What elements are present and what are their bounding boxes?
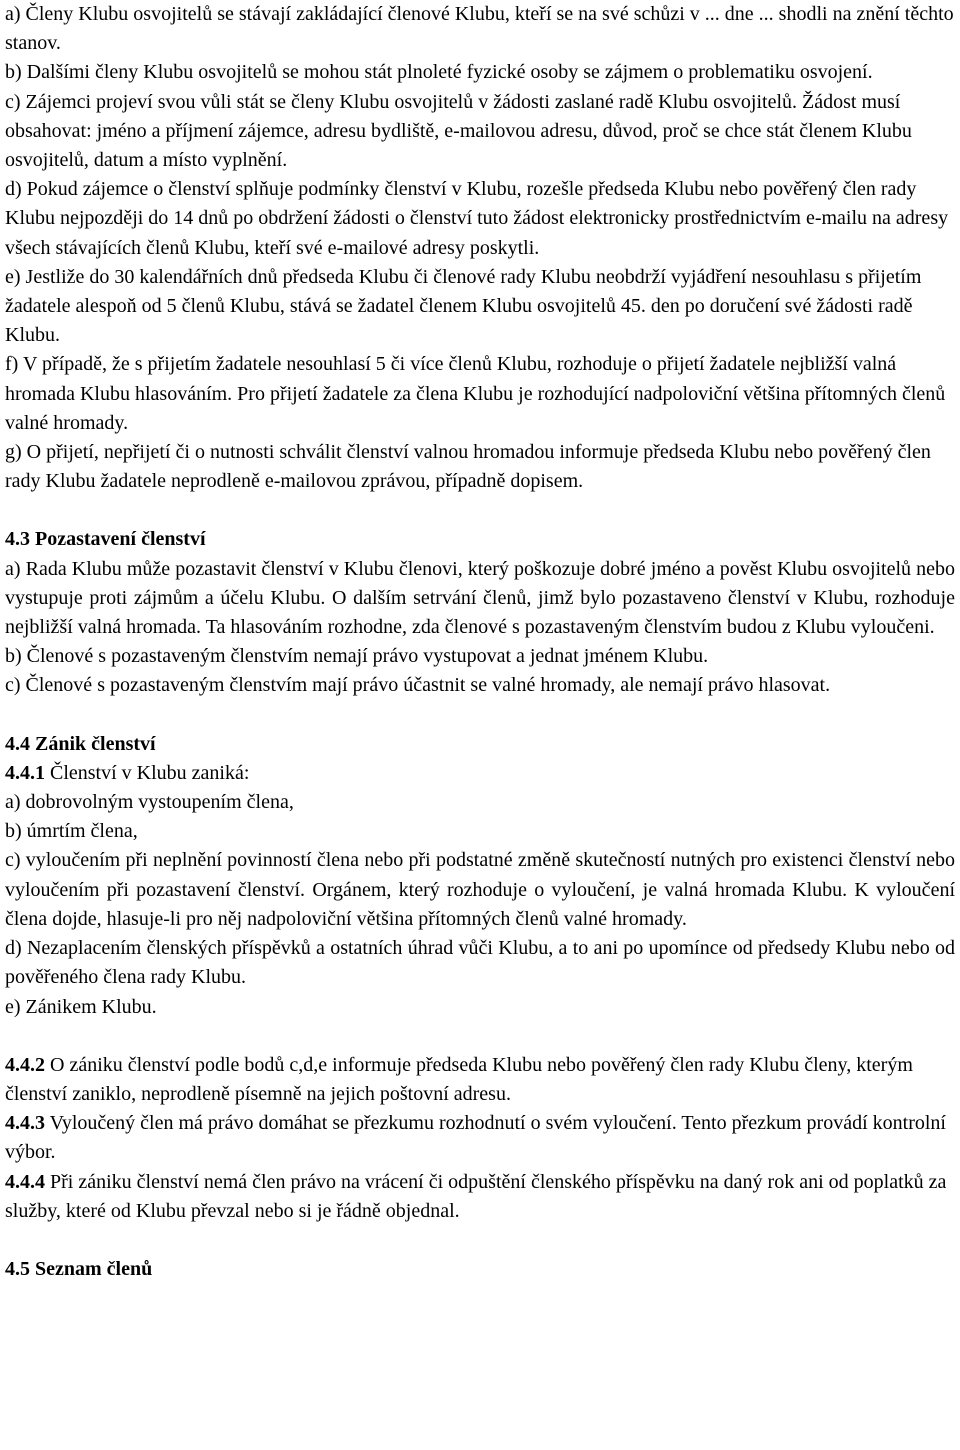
- paragraph-f: f) V případě, že s přijetím žadatele nesouhlasí 5 či více členů Klubu, rozhoduje o přijetí žadatele nejbližší valná hromada Klubu hlasováním. Pro přijetí žadatele za člena Klubu je rozhodující nadpoloviční většina přítomných členů valné hromady.: [5, 353, 946, 434]
- section-gap: [5, 701, 955, 730]
- clause-text: Při zániku členství nemá člen právo na vrácení či odpuštění členského příspěvku na daný rok ani od poplatků za služby, které od Klubu převzal nebo si je řádně objednal.: [5, 1170, 947, 1222]
- paragraph-4-4-2: [5, 1051, 955, 1109]
- section-heading-4-5: 4.5 Seznam členů: [5, 1257, 153, 1280]
- section-heading-4-4: 4.4 Zánik členství: [5, 732, 156, 755]
- paragraph-4-4-1: [5, 759, 955, 788]
- paragraph-4-4-3: [5, 1109, 955, 1167]
- clause-text: O zániku členství podle bodů c,d,e informuje předseda Klubu nebo pověřený člen rady Klubu členy, kterým členství zaniklo, neprodleně písemně na jejich poštovní adresu.: [5, 1053, 913, 1105]
- document-page: [5, 0, 955, 1284]
- paragraph-g: g) O přijetí, nepřijetí či o nutnosti schválit členství valnou hromadou informuje předseda Klubu nebo pověřený člen rady Klubu žadatele neprodleně e-mailovou zprávou, případně dopisem.: [5, 441, 931, 493]
- paragraph-4-3-b: b) Členové s pozastaveným členstvím nemají právo vystupovat a jednat jménem Klubu.: [5, 645, 709, 668]
- clause-number: 4.4.4: [5, 1170, 45, 1193]
- clause-text: Vyloučený člen má právo domáhat se přezkumu rozhodnutí o svém vyloučení. Tento přezkum provádí kontrolní výbor.: [5, 1112, 946, 1164]
- paragraph-4-4-d: d) Nezaplacením členských příspěvků a ostatních úhrad vůči Klubu, a to ani po upomínce od předsedy Klubu nebo od pověřeného člena rady Klubu.: [5, 937, 955, 989]
- clause-number: 4.4.1: [5, 761, 45, 784]
- clause-number: 4.4.2: [5, 1053, 45, 1076]
- paragraph-a: a) Členy Klubu osvojitelů se stávají zakládající členové Klubu, kteří se na své schůzi v ... dne ... shodli na znění těchto stanov.: [5, 3, 954, 55]
- paragraph-4-4-c: c) vyloučením při neplnění povinností člena nebo při podstatné změně skutečností nutných pro existenci členství nebo vyloučením při pozastavení členství. Orgánem, který rozhoduje o vyloučení, je valná hromada Klubu. K vyloučení člena dojde, hlasuje-li pro něj nadpoloviční většina přítomných členů valné hromady.: [5, 849, 955, 930]
- paragraph-4-4-e: e) Zánikem Klubu.: [5, 995, 157, 1018]
- paragraph-d: d) Pokud zájemce o členství splňuje podmínky členství v Klubu, rozešle předseda Klubu nebo pověřený člen rady Klubu nejpozději do 14 dnů po obdržení žádosti o členství tuto žádost elektronicky prostřednictvím e-mailu na adresy všech stávajících členů Klubu, kteří své e-mailové adresy poskytli.: [5, 178, 949, 259]
- paragraph-4-4-4: [5, 1168, 955, 1226]
- paragraph-4-4-a: a) dobrovolným vystoupením člena,: [5, 791, 294, 814]
- paragraph-c: c) Zájemci projeví svou vůli stát se členy Klubu osvojitelů v žádosti zaslané radě Klubu osvojitelů. Žádost musí obsahovat: jméno a příjmení zájemce, adresu bydliště, e-mailovou adresu, důvod, proč se chce stát členem Klubu osvojitelů, datum a místo vyplnění.: [5, 90, 912, 172]
- paragraph-4-3-c: c) Členové s pozastaveným členstvím mají právo účastnit se valné hromady, ale nemají právo hlasovat.: [5, 674, 831, 697]
- clause-text: Členství v Klubu zaniká:: [45, 761, 250, 784]
- paragraph-4-4-b: b) úmrtím člena,: [5, 820, 138, 843]
- section-gap: [5, 1226, 955, 1255]
- paragraph-4-3-a: a) Rada Klubu může pozastavit členství v Klubu členovi, který poškozuje dobré jméno a pověst Klubu osvojitelů nebo vystupuje proti zájmům a účelu Klubu. O dalším setrvání členů, jimž bylo pozastaveno členství v Klubu, rozhoduje nejbližší valná hromada. Ta hlasováním rozhodne, zda členové s pozastaveným členstvím budou z Klubu vyloučeni.: [5, 557, 955, 639]
- section-gap: [5, 1022, 955, 1051]
- paragraph-e: e) Jestliže do 30 kalendářních dnů předseda Klubu či členové rady Klubu neobdrží vyjádření nesouhlasu s přijetím žadatele alespoň od 5 členů Klubu, stává se žadatel členem Klubu osvojitelů 45. den po doručení své žádosti radě Klubu.: [5, 265, 922, 347]
- paragraph-b: b) Dalšími členy Klubu osvojitelů se mohou stát plnoleté fyzické osoby se zájmem o problematiku osvojení.: [5, 61, 873, 84]
- section-heading-4-3: 4.3 Pozastavení členství: [5, 528, 206, 551]
- clause-number: 4.4.3: [5, 1112, 45, 1135]
- section-gap: [5, 496, 955, 525]
